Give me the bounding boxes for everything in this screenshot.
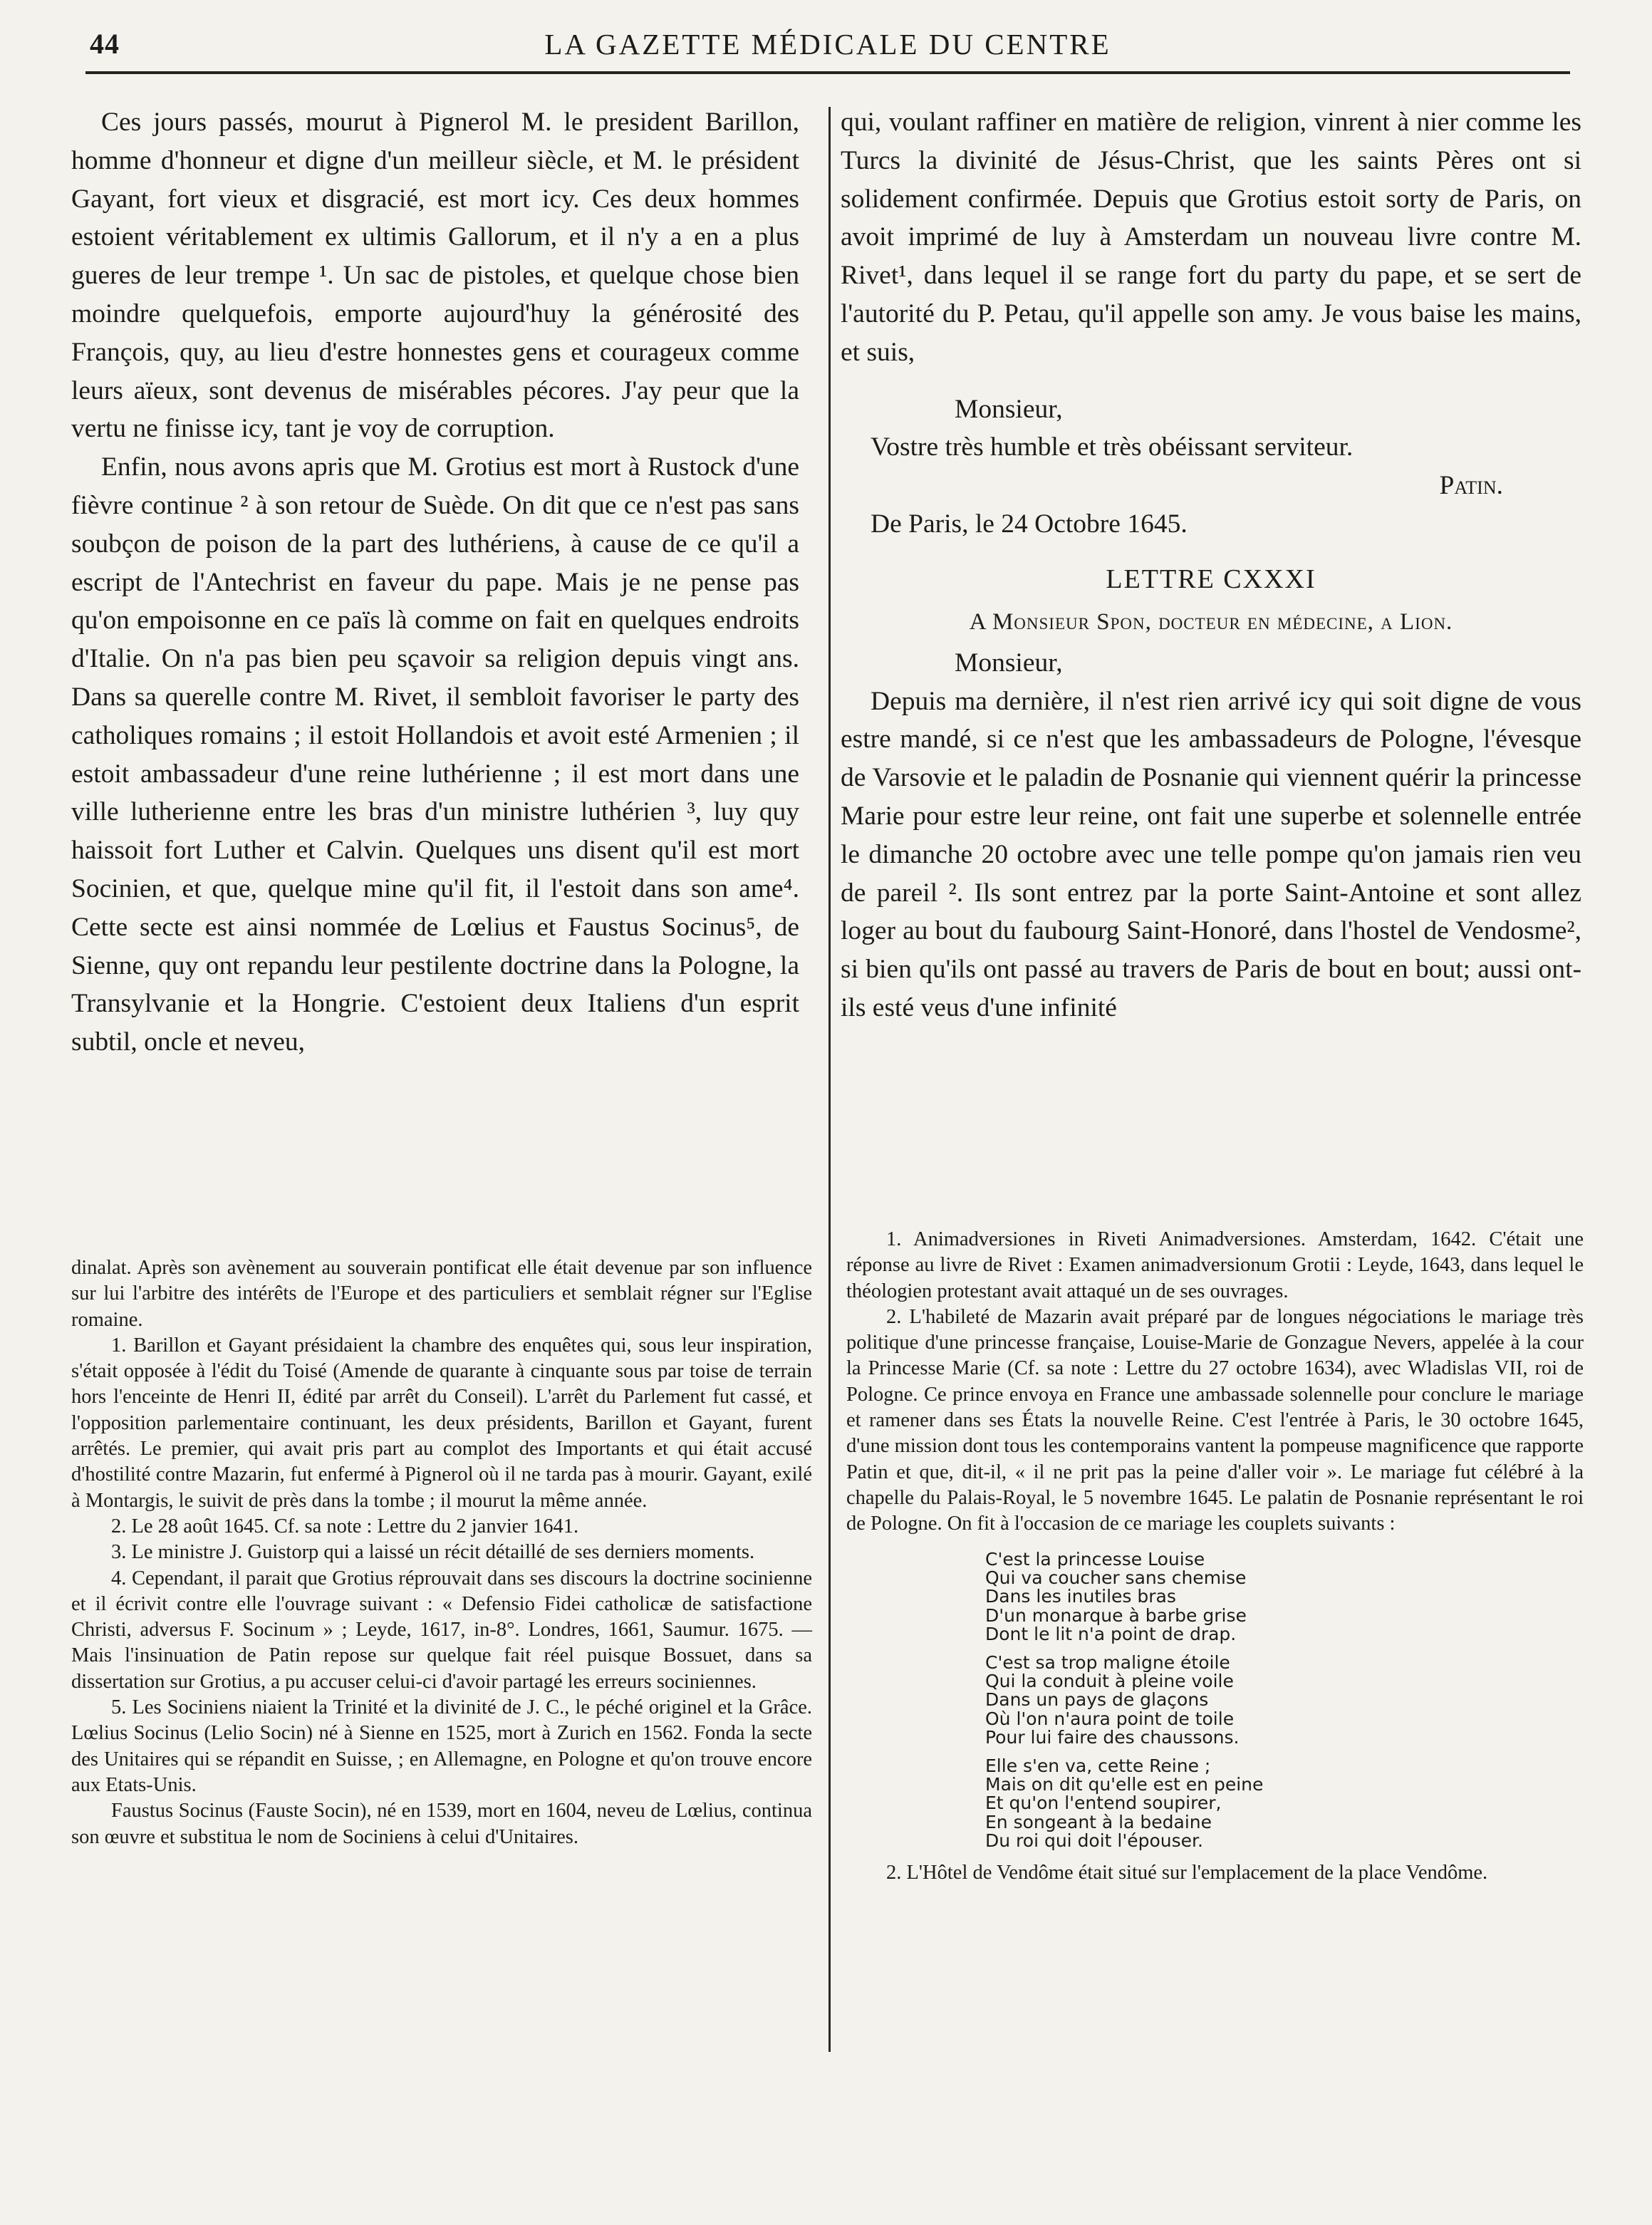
verse-line: Dont le lit n'a point de drap. bbox=[985, 1624, 1237, 1645]
paragraph: Ces jours passés, mourut à Pignerol M. le president Barillon, homme d'honneur et digne d'un meilleur siècle, et M. le président Gayant, fort vieux et disgracié, est mort icy. Ces deux hommes estoient véritablement ex ultimis Gallorum, et il n'y a en a plus gueres de leur trempe ¹. Un sac de pistoles, et quelque chose bien moindre quelquefois, emporte aujourd'huy la générosité des François, quy, au lieu d'estre honnestes gens et courageux comme leurs aïeux, sont devenus de misérables pécores. J'ay peur que la vertu ne finisse icy, tant je voy de corruption. bbox=[71, 108, 799, 444]
signature: Patin. bbox=[1439, 471, 1503, 501]
left-column bbox=[71, 103, 799, 1062]
column-divider bbox=[828, 107, 831, 2052]
footnotes-right bbox=[846, 1227, 1584, 1886]
verse-line: Où l'on n'aura point de toile bbox=[985, 1708, 1235, 1729]
page-number: 44 bbox=[90, 28, 120, 60]
verse-line: Qui la conduit à pleine voile bbox=[985, 1671, 1234, 1691]
footnote: 2. L'habileté de Mazarin avait préparé par de longues négociations le mariage très politique d'une princesse française, Louise-Marie de Gonzague Nevers, appelée à la cour la Princesse Marie (Cf. sa note : Lettre du 27 octobre 1634), avec Wladislas VII, roi de Pologne. Ce prince envoya en France une ambassade solennelle pour conclure le mariage et ramener dans ses États la nouvelle Reine. C'est l'entrée à Paris, le 30 octobre 1645, d'une mission dont tous les contemporains vantent la pompeuse magnificence que rapporte Patin et que, dit-il, « il ne prit pas la peine d'aller voir ». Le mariage fut célébré à la chapelle du Palais-Royal, le 5 novembre 1645. Le palatin de Posnanie représentant le roi de Pologne. On fit à l'occasion de ce mariage les couplets suivants : bbox=[846, 1305, 1584, 1535]
closing-block bbox=[841, 390, 1581, 544]
verse-line: En songeant à la bedaine bbox=[985, 1811, 1212, 1832]
right-column bbox=[841, 103, 1581, 1027]
footnote: dinalat. Après son avènement au souverain pontificat elle était devenue par son influence sur lui l'arbitre des intérêts de l'Europe et des particuliers et semblait régner sur l'Eglise romaine. bbox=[71, 1257, 812, 1331]
footnote: 3. Le ministre J. Guistorp qui a laissé un récit détaillé de ses derniers moments. bbox=[111, 1541, 755, 1564]
paragraph: qui, voulant raffiner en matière de religion, vinrent à nier comme les Turcs la divinité de Jésus-Christ, que les saints Pères ont si solidement confirmée. Depuis que Grotius estoit sorty de Paris, on avoit imprimé de luy à Amsterdam un nouveau livre contre M. Rivet¹, dans lequel il se range fort du party du pape, et se sert de l'autorité du P. Petau, qu'il appelle son amy. Je vous baise les mains, et suis, bbox=[841, 108, 1581, 367]
verse-line: Elle s'en va, cette Reine ; bbox=[985, 1755, 1211, 1776]
closing-salutation: Monsieur, bbox=[955, 394, 1063, 424]
closing-formula: Vostre très humble et très obéissant serviteur. bbox=[871, 432, 1354, 462]
verse-line: Pour lui faire des chaussons. bbox=[985, 1727, 1240, 1748]
verse-line: C'est sa trop maligne étoile bbox=[985, 1651, 1230, 1673]
header-rule bbox=[85, 71, 1570, 74]
verse-line: Dans les inutiles bras bbox=[985, 1586, 1176, 1607]
verse-stanza bbox=[985, 1651, 1584, 1748]
footnotes-left bbox=[71, 1255, 812, 1850]
footnote: 4. Cependant, il parait que Grotius réprouvait dans ses discours la doctrine socinienne et il écrivit contre elle l'ouvrage suivant : « Defensio Fidei catholicæ de satisfactione Christi, adversus F. Socinum » ; Leyde, 1617, in-8°. Londres, 1661, Saumur. 1675. — Mais l'insinuation de Patin repose sur quelque fait réel puisque Bossuet, dans sa dissertation sur Grotius, a pu accuser celui-ci d'avoir partagé les erreurs sociniennes. bbox=[71, 1567, 812, 1693]
letter-salutation: Monsieur, bbox=[955, 648, 1063, 678]
verse-stanza bbox=[985, 1757, 1584, 1851]
running-title: LA GAZETTE MÉDICALE DU CENTRE bbox=[544, 28, 1111, 61]
letter-date: De Paris, le 24 Octobre 1645. bbox=[871, 509, 1188, 539]
footnote: 2. Le 28 août 1645. Cf. sa note : Lettre du 2 janvier 1641. bbox=[111, 1515, 579, 1537]
page-header bbox=[87, 27, 1569, 68]
verse-line: C'est la princesse Louise bbox=[985, 1548, 1205, 1570]
verse-line: Qui va coucher sans chemise bbox=[985, 1567, 1247, 1588]
verse-block bbox=[846, 1550, 1584, 1851]
verse-line: Du roi qui doit l'épouser. bbox=[985, 1830, 1203, 1852]
paragraph: Enfin, nous avons apris que M. Grotius est mort à Rustock d'une fièvre continue ² à son retour de Suède. On dit que ce n'est pas sans soubçon de poison de la part des luthériens, à cause de ce qu'il a escript de l'Antechrist en faveur du pape. Mais je ne pense pas qu'on empoisonne en ce païs là comme on fait en quelques endroits d'Italie. On n'a pas bien peu sçavoir sa religion depuis vingt ans. Dans sa querelle contre M. Rivet, il sembloit favoriser le party des catholiques romains ; il estoit Hollandois et avoit esté Armenien ; il estoit ambassadeur d'une reine luthérienne ; il est mort dans une ville lutherienne entre les bras d'un ministre luthérien ³, luy quy haissoit fort Luther et Calvin. Quelques uns disent qu'il est mort Socinien, et que, quelque mine qu'il fit, il l'estoit dans son ame⁴. Cette secte est ainsi nommée de Lœlius et Faustus Socinus⁵, de Sienne, quy ont repandu leur pestilente doctrine dans la Pologne, la Transylvanie et la Hongrie. C'estoient deux Italiens d'un esprit subtil, oncle et neveu, bbox=[71, 452, 799, 1057]
verse-line: Et qu'on l'entend soupirer, bbox=[985, 1793, 1222, 1814]
verse-line: D'un monarque à barbe grise bbox=[985, 1604, 1247, 1626]
footnote: Faustus Socinus (Fauste Socin), né en 1539, mort en 1604, neveu de Lœlius, continua son œuvre et substitua le nom de Sociniens à celui d'Unitaires. bbox=[71, 1800, 812, 1848]
footnote: 5. Les Sociniens niaient la Trinité et la divinité de J. C., le péché originel et la Grâce. Lœlius Socinus (Lelio Socin) né à Sienne en 1525, mort à Zurich en 1562. Fonda la secte des Unitaires qui se répandit en Suisse, ; en Allemagne, en Pologne et qu'on trouve encore aux Etats-Unis. bbox=[71, 1696, 812, 1796]
verse-line: Mais on dit qu'elle est en peine bbox=[985, 1774, 1264, 1795]
verse-line: Dans un pays de glaçons bbox=[985, 1689, 1209, 1711]
letter-addressee: A Monsieur Spon, docteur en médecine, a Lion. bbox=[969, 608, 1453, 635]
footnote: 1. Animadversiones in Riveti Animadversiones. Amsterdam, 1642. C'était une réponse au livre de Rivet : Examen animadversionum Grotii : Leyde, 1643, dans lequel le théologien protestant avait attaqué un de ses ouvrages. bbox=[846, 1228, 1584, 1302]
paragraph: Depuis ma dernière, il n'est rien arrivé icy qui soit digne de vous estre mandé, si ce n'est que les ambassadeurs de Pologne, l'évesque de Varsovie et le paladin de Posnanie qui viennent quérir la princesse Marie pour estre leur reine, ont fait une superbe et solennelle entrée le dimanche 20 octobre avec une telle pompe qu'on jamais rien veu de pareil ². Ils sont entrez par la porte Saint-Antoine et sont allez loger au bout du faubourg Saint-Honoré, dans l'hostel de Vendosme², si bien qu'ils ont passé au travers de Paris de bout en bout; aussi ont-ils esté veus d'une infinité bbox=[841, 686, 1581, 1022]
footnote: 1. Barillon et Gayant présidaient la chambre des enquêtes qui, sous leur inspiration, s'était opposée à l'édit du Toisé (Amende de quarante à cinquante sous par toise de terrain hors l'enceinte de Henri II, édité par arrêt du Conseil). L'arrêt du Parlement fut cassé, et l'opposition parlementaire continuant, les deux présidents, Barillon et Gayant, furent arrêtés. Le premier, qui avait pris part au complot des Importants et qui était accusé d'hostilité contre Mazarin, fut enfermé à Pignerol où il ne tarda pas à mourir. Gayant, exilé à Montargis, le suivit de près dans la tombe ; il mourut la même année. bbox=[71, 1334, 812, 1512]
footnote: 2. L'Hôtel de Vendôme était situé sur l'emplacement de la place Vendôme. bbox=[886, 1861, 1488, 1884]
verse-stanza bbox=[985, 1550, 1584, 1644]
letter-title: LETTRE CXXXI bbox=[1106, 564, 1316, 594]
